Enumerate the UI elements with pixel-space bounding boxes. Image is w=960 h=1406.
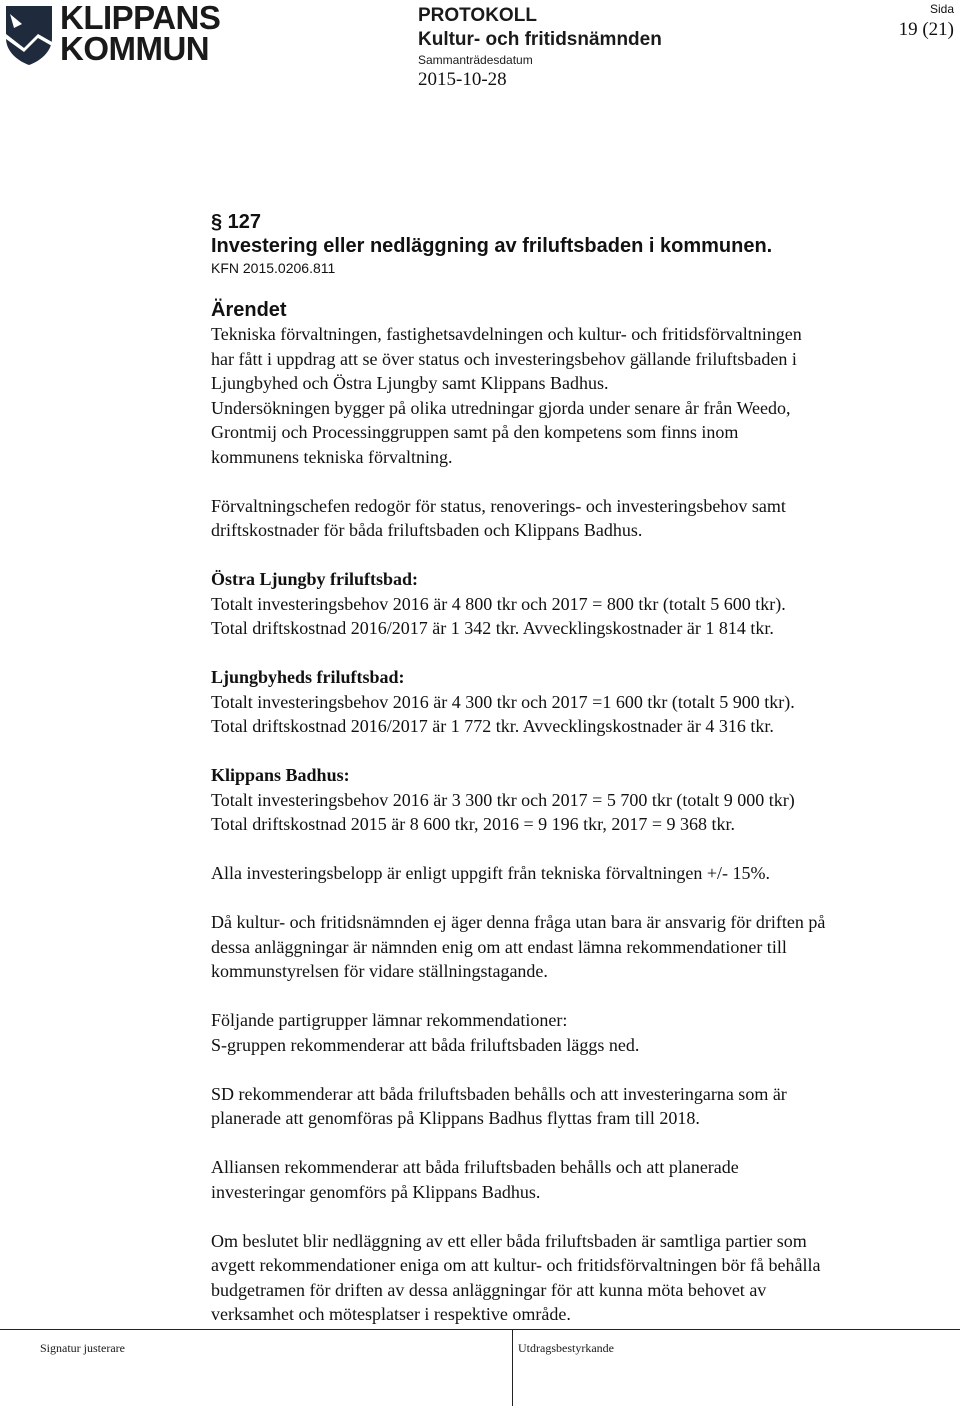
protocol-header — [418, 4, 662, 92]
footer-column-divider — [512, 1329, 513, 1406]
kommun-emblem-icon — [4, 4, 54, 66]
meeting-date: 2015-10-28 — [418, 69, 507, 90]
badhus-text: Totalt investeringsbehov 2016 är 3 300 tkr och 2017 = 5 700 tkr (totalt 9 000 tkr) Total driftskostnad 2015 är 8 600 tkr, 2016 = 9 196 tkr, 2017 = 9 368 tkr. — [211, 789, 795, 834]
paragraph-s-group: Följande partigrupper lämnar rekommendationer: S-gruppen rekommenderar att båda friluftsbaden läggs ned. — [211, 1010, 640, 1055]
committee-name: Kultur- och fritidsnämnden — [418, 29, 662, 50]
logo-line-2: KOMMUN — [60, 30, 210, 67]
section-heading — [211, 210, 951, 258]
paragraph-report: Förvaltningschefen redogör för status, renoverings- och investeringsbehov samt driftskostnader för båda friluftsbaden och Klippans Badhus. — [211, 495, 786, 540]
case-number: KFN 2015.0206.811 — [211, 260, 336, 276]
ljungbyhed-text: Totalt investeringsbehov 2016 är 4 300 tkr och 2017 =1 600 tkr (totalt 5 900 tkr). Total driftskostnad 2016/2017 är 1 772 tkr. Avvecklingskostnader är 4 316 tkr. — [211, 691, 795, 736]
signature-label: Signatur justerare — [40, 1341, 125, 1355]
ostra-ljungby-heading: Östra Ljungby friluftsbad: — [211, 569, 419, 589]
paragraph-responsibility: Då kultur- och fritidsnämnden ej äger denna fråga utan bara är ansvarig för driften på dessa anläggningar är nämnden enig om att endast lämna rekommendationer till kommunstyrelsen för vidare ställningstagande. — [211, 912, 826, 981]
kommun-logo — [0, 0, 220, 72]
page-label: Sida — [929, 2, 954, 16]
paragraph-number: § 127 — [211, 211, 262, 233]
logo-line-1: KLIPPANS — [60, 0, 221, 36]
ostra-ljungby-text: Totalt investeringsbehov 2016 är 4 800 tkr och 2017 = 800 tkr (totalt 5 600 tkr). Total driftskostnad 2016/2017 är 1 342 tkr. Avvecklingskostnader är 1 814 tkr. — [211, 593, 786, 638]
paragraph-alliansen: Alliansen rekommenderar att båda friluftsbaden behålls och att planerade investeringar genomförs på Klippans Badhus. — [211, 1157, 739, 1202]
paragraph-background: Tekniska förvaltningen, fastighetsavdelningen och kultur- och fritidsförvaltningen har fått i uppdrag att se över status och investeringsbehov gällande friluftsbaden i Ljungbyhed och Östra Ljungby samt Klippans Badhus. Undersökningen bygger på olika utredningar gjorda under senare år från Weedo, Grontmij och Processinggruppen samt på den kompetens som finns inom kommunens tekniska förvaltning. — [211, 324, 802, 467]
section-title: Investering eller nedläggning av friluftsbaden i kommunen. — [211, 235, 773, 257]
ljungbyhed-heading: Ljungbyheds friluftsbad: — [211, 667, 405, 687]
extract-label: Utdragsbestyrkande — [518, 1341, 614, 1355]
page-number: 19 (21) — [898, 19, 954, 40]
page-indicator — [899, 2, 954, 42]
paragraph-sd: SD rekommenderar att båda friluftsbaden behålls och att investeringarna som är planerade att genomföras på Klippans Badhus flyttas fram till 2018. — [211, 1083, 787, 1128]
date-label: Sammanträdesdatum — [418, 53, 533, 67]
footer-divider — [0, 1329, 960, 1330]
protocol-body — [211, 210, 951, 1327]
badhus-heading: Klippans Badhus: — [211, 765, 350, 785]
logo-wordmark — [60, 0, 221, 67]
protocol-title: PROTOKOLL — [418, 5, 537, 26]
arendet-heading: Ärendet — [211, 299, 287, 321]
paragraph-investment-note: Alla investeringsbelopp är enligt uppgift från tekniska förvaltningen +/- 15%. — [211, 863, 771, 883]
paragraph-decision: Om beslutet blir nedläggning av ett eller båda friluftsbaden är samtliga partier som avgett rekommendationer eniga om att kultur- och fritidsförvaltningen bör få behålla budgetramen för driften av dessa anläggningar för att kunna möta behovet av verksamhet och mötesplatser i respektive område. — [211, 1230, 821, 1324]
